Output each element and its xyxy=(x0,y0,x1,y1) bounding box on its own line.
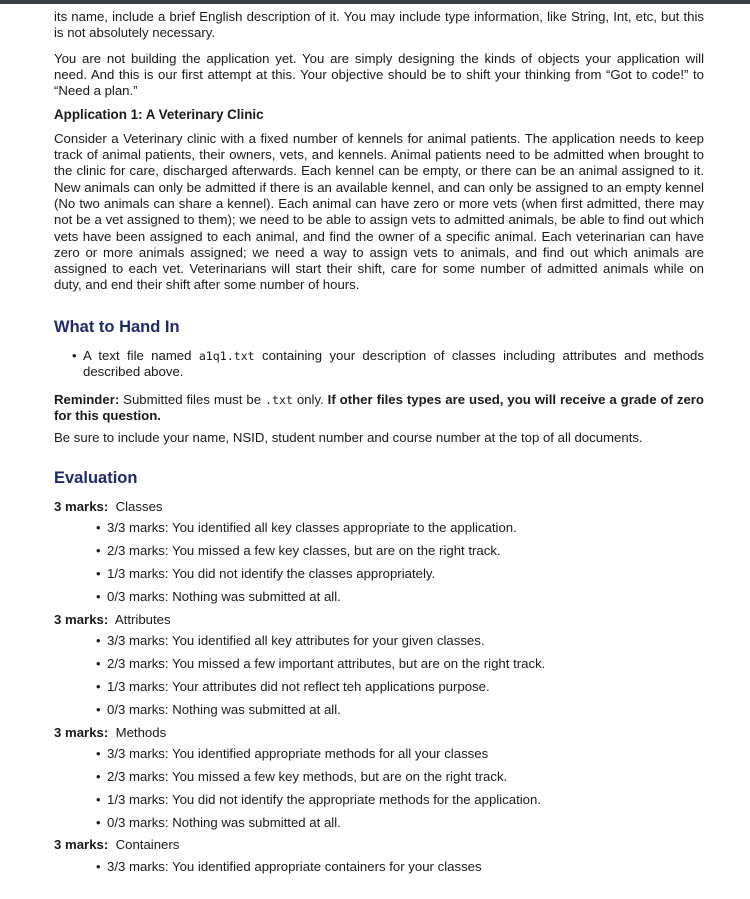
bullet-icon: • xyxy=(96,701,101,717)
list-item xyxy=(96,566,704,582)
plan-paragraph: You are not building the application yet. You are simply designing the kinds of objects your application will need. And this is our first attempt at this. Your objective should be to shift your thinking from “Got to code!” to “Need a plan.” xyxy=(54,50,704,99)
list-item xyxy=(96,679,704,695)
criterion-heading xyxy=(54,725,704,741)
criterion-marks: 3 marks: xyxy=(54,724,109,740)
filename: a1q1.txt xyxy=(198,349,255,364)
bullet-icon: • xyxy=(96,543,101,559)
hand-in-item-prefix: A text file named xyxy=(83,348,199,364)
list-item-text: 1/3 marks: You did not identify the classes appropriately. xyxy=(107,565,436,581)
hand-in-item-suffix: containing your description of classes including attributes and methods described above. xyxy=(83,348,704,380)
bullet-icon: • xyxy=(96,632,101,648)
list-item xyxy=(96,702,704,718)
list-item-text: 1/3 marks: You did not identify the appropriate methods for the application. xyxy=(107,791,541,807)
list-item-text: 1/3 marks: Your attributes did not reflect teh applications purpose. xyxy=(107,678,490,694)
list-item-text: 0/3 marks: Nothing was submitted at all. xyxy=(107,814,341,830)
list-item-text: 3/3 marks: You identified appropriate containers for your classes xyxy=(107,858,482,874)
reminder-extension: .txt xyxy=(264,392,293,407)
application-heading: Application 1: A Veterinary Clinic xyxy=(54,107,264,123)
hand-in-item xyxy=(83,348,704,381)
list-item-text: 3/3 marks: You identified all key classes appropriate to the application. xyxy=(107,520,517,536)
bullet-icon: • xyxy=(96,745,101,761)
top-border xyxy=(0,0,750,4)
application-description: Consider a Veterinary clinic with a fixed number of kennels for animal patients. The application needs to keep track of animal patients, their owners, vets, and kennels. Animal patients need to be admitted when brought to the clinic for care, discharged afterwards. Each kennel can be empty, or there can be an animal assigned to it. New animals can only be admitted if there is an available kennel, and can only be assigned to an empty kennel (No two animals can share a kennel). Each animal can have zero or more vets (when first admitted, there may not be a vet assigned to them); we need to be able to assign vets to admitted animals, be able to find out which vets have been assigned to each animal, and find the owner of a specific animal. Each veterinarian can have zero or more animals assigned; we need a way to assign vets to animals, and find out which animals are assigned to each vet. Veterinarians will start their shift, care for some number of admitted animals while on duty, and end their shift after some number of hours. xyxy=(54,130,704,293)
intro-paragraph: its name, include a brief English description of it. You may include type information, like String, Int, etc, but this is not absolutely necessary. xyxy=(54,9,704,41)
evaluation-heading: Evaluation xyxy=(54,468,138,487)
list-item xyxy=(96,859,704,875)
criterion-marks: 3 marks: xyxy=(54,837,109,853)
document-page xyxy=(54,9,704,882)
bullet-icon: • xyxy=(96,814,101,830)
hand-in-list xyxy=(54,348,704,381)
criterion-list xyxy=(54,633,704,718)
reminder-label: Reminder: xyxy=(54,391,120,407)
bullet-icon: • xyxy=(96,678,101,694)
list-item-text: 2/3 marks: You missed a few key methods, but are on the right track. xyxy=(107,768,508,784)
list-item-text: 3/3 marks: You identified appropriate methods for all your classes xyxy=(107,745,489,761)
reminder-warning: If other files types are used, you will receive a grade of zero for this question. xyxy=(54,391,704,423)
criterion-label: Classes xyxy=(115,498,163,514)
list-item-text: 2/3 marks: You missed a few key classes, but are on the right track. xyxy=(107,543,501,559)
bullet-icon: • xyxy=(96,565,101,581)
list-item xyxy=(96,633,704,649)
criterion-label: Attributes xyxy=(114,611,171,627)
criterion-list xyxy=(54,859,704,875)
criterion-containers xyxy=(54,837,704,875)
reminder-paragraph xyxy=(54,392,704,425)
list-item xyxy=(72,348,704,381)
bullet-icon: • xyxy=(96,768,101,784)
criterion-heading xyxy=(54,612,704,628)
criterion-attributes xyxy=(54,612,704,718)
criterion-marks: 3 marks: xyxy=(54,498,109,514)
bullet-icon: • xyxy=(96,858,101,874)
criterion-heading xyxy=(54,837,704,853)
criterion-label: Methods xyxy=(115,724,167,740)
bullet-icon: • xyxy=(96,655,101,671)
bullet-icon: • xyxy=(72,348,77,364)
list-item xyxy=(96,815,704,831)
criterion-label: Containers xyxy=(115,837,180,853)
criterion-classes xyxy=(54,499,704,605)
criterion-list xyxy=(54,746,704,831)
reminder-mid: only. xyxy=(292,391,328,407)
list-item xyxy=(96,792,704,808)
bullet-icon: • xyxy=(96,791,101,807)
list-item-text: 0/3 marks: Nothing was submitted at all. xyxy=(107,701,341,717)
list-item xyxy=(96,589,704,605)
bullet-icon: • xyxy=(96,520,101,536)
criterion-heading xyxy=(54,499,704,515)
list-item xyxy=(96,769,704,785)
closing-paragraph: Be sure to include your name, NSID, student number and course number at the top of all documents. xyxy=(54,430,643,446)
criterion-methods xyxy=(54,725,704,831)
list-item-text: 3/3 marks: You identified all key attributes for your given classes. xyxy=(107,632,485,648)
criterion-list xyxy=(54,520,704,605)
list-item xyxy=(96,656,704,672)
reminder-prefix: Submitted files must be xyxy=(119,391,265,407)
criterion-marks: 3 marks: xyxy=(54,611,109,627)
list-item xyxy=(96,543,704,559)
hand-in-heading: What to Hand In xyxy=(54,317,180,336)
bullet-icon: • xyxy=(96,588,101,604)
list-item-text: 0/3 marks: Nothing was submitted at all. xyxy=(107,588,341,604)
list-item xyxy=(96,746,704,762)
list-item-text: 2/3 marks: You missed a few important attributes, but are on the right track. xyxy=(107,655,546,671)
list-item xyxy=(96,520,704,536)
